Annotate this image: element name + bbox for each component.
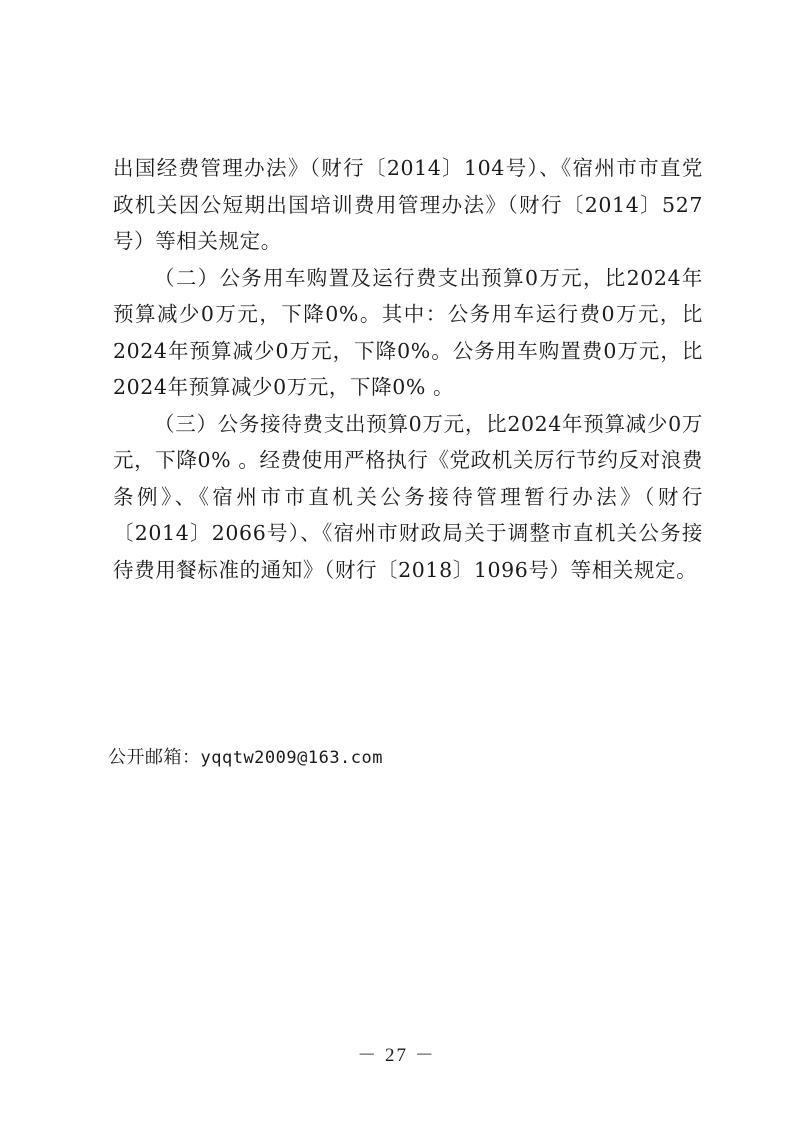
public-email-line xyxy=(108,743,383,773)
paragraph-vehicle-expenses: （二）公务用车购置及运行费支出预算0万元，比2024年预算减少0万元，下降0%。其中：公务用车运行费0万元，比2024年预算减少0万元，下降0%。公务用车购置费0万元，比2024年预算减少0万元，下降0% 。 xyxy=(113,265,703,399)
email-address: yqqtw2009@163.com xyxy=(200,748,383,768)
paragraph-reception-expenses: （三）公务接待费支出预算0万元，比2024年预算减少0万元，下降0% 。经费使用严格执行《党政机关厉行节约反对浪费条例》、《宿州市市直机关公务接待管理暂行办法》（财行〔2014〕2066号）、《宿州市财政局关于调整市直机关公务接待费用餐标准的通知》（财行〔2018〕1096号）等相关规定。 xyxy=(113,411,703,582)
email-label: 公开邮箱： xyxy=(108,747,201,768)
page-number: － 27 － xyxy=(357,1045,436,1066)
paragraph-continuation: 出国经费管理办法》（财行〔2014〕104号）、《宿州市市直党政机关因公短期出国培训费用管理办法》（财行〔2014〕527号）等相关规定。 xyxy=(113,156,703,253)
document-body xyxy=(113,150,703,588)
